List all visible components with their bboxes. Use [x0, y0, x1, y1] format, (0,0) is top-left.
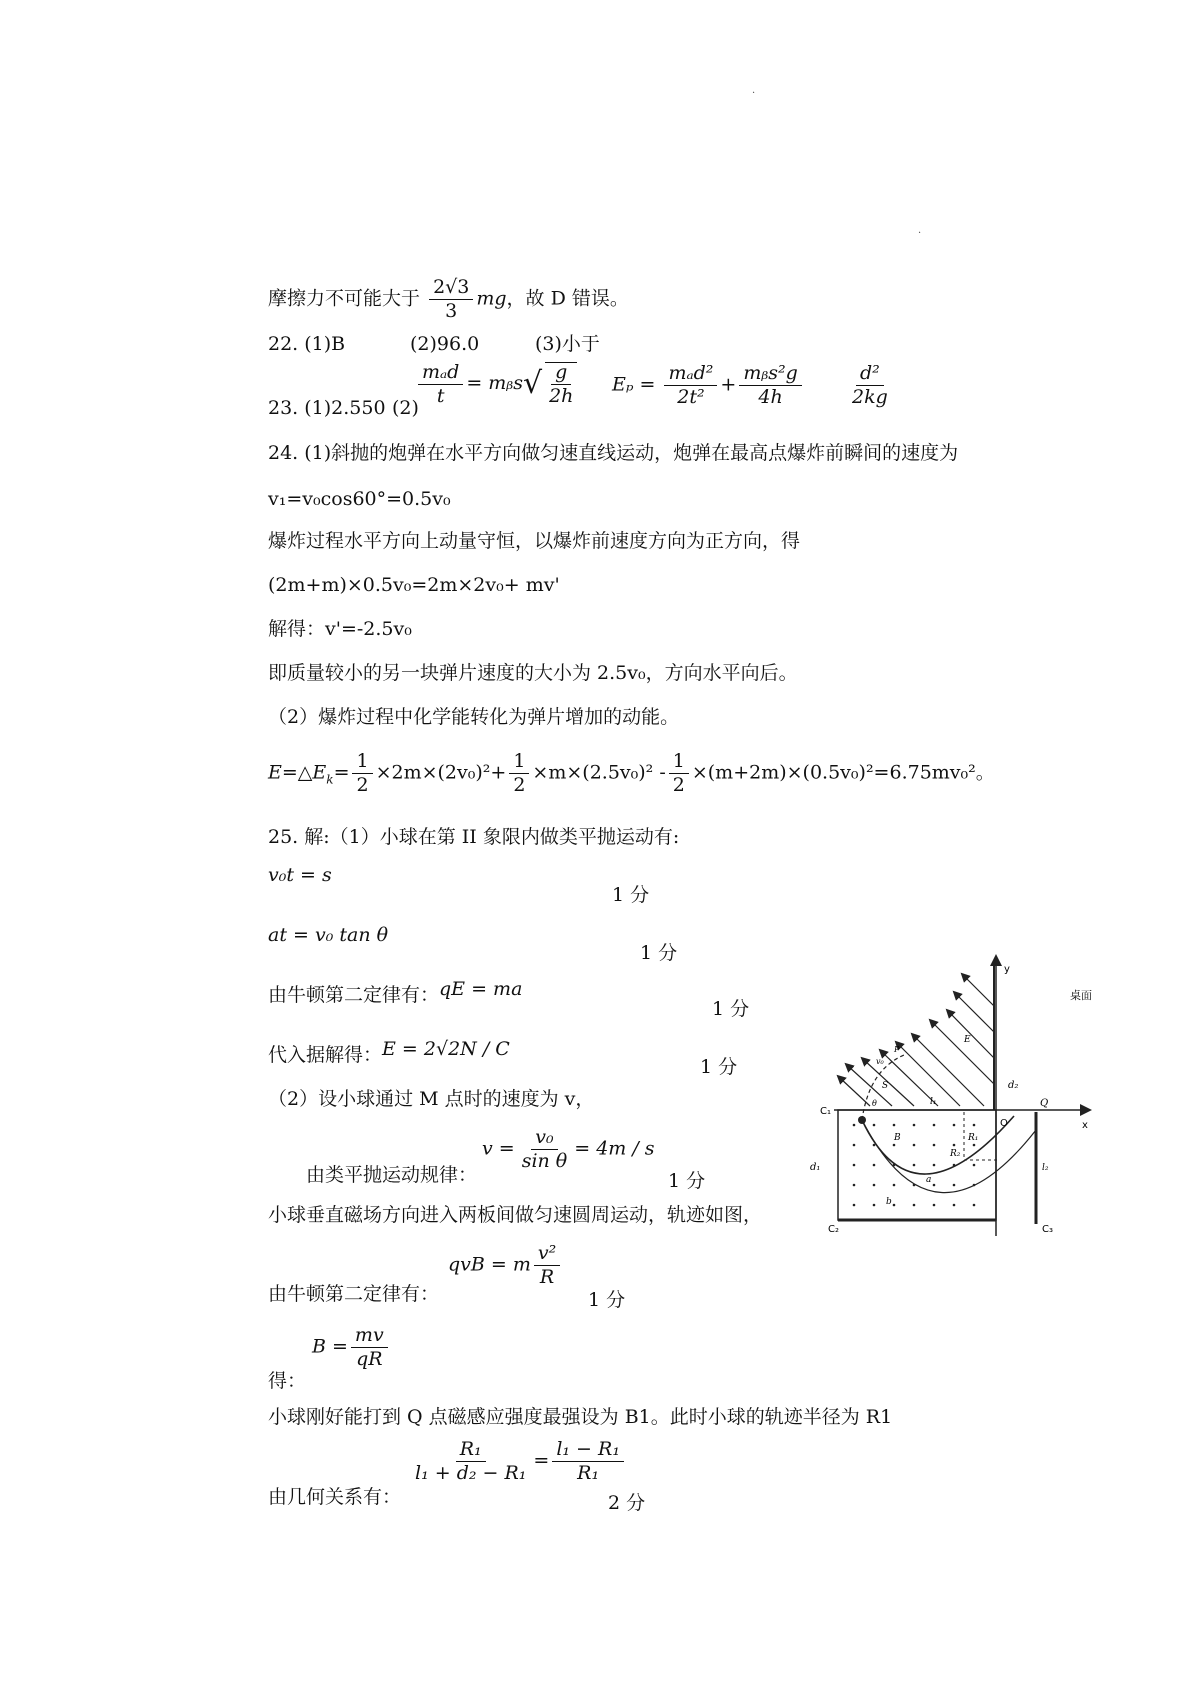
q25-line-3	[268, 978, 523, 1006]
q23-formula-2	[612, 364, 805, 407]
text: ，故 D 错误。	[506, 287, 629, 310]
denominator: 2h	[549, 385, 574, 407]
q22-a: 22. (1)B	[268, 333, 346, 355]
numerator: 2√3	[429, 278, 473, 300]
numerator: 1	[669, 752, 689, 774]
text: =	[333, 761, 350, 784]
q25-eq7	[448, 1244, 563, 1287]
label-theta: θ	[872, 1099, 877, 1108]
corner-label: 桌面	[1070, 989, 1092, 1002]
q22-c: (3)小于	[535, 333, 600, 355]
score: 1 分	[700, 1056, 738, 1078]
label-B: B	[894, 1133, 901, 1143]
denominator: 2	[356, 774, 369, 796]
label-C2: C₂	[828, 1224, 839, 1235]
label-E: E	[964, 1035, 971, 1045]
q23-formula-3	[845, 364, 895, 407]
denominator: t	[436, 384, 445, 407]
denominator: qR	[356, 1348, 383, 1370]
label-R1: R₁	[968, 1133, 979, 1143]
equation: qE = ma	[439, 978, 523, 1000]
text: ×(m+2m)×(0.5v₀)²=6.75mv₀²。	[691, 761, 995, 784]
text: = mᵦs	[466, 372, 523, 394]
q25-eq8	[312, 1326, 391, 1369]
text: 摩擦力不可能大于	[268, 287, 421, 310]
label-y: y	[1004, 964, 1010, 975]
q25-eq2: at = v₀ tan θ	[268, 924, 389, 946]
numerator: l₁ − R₁	[552, 1440, 624, 1462]
label-a: a	[926, 1175, 932, 1185]
numerator: g	[551, 363, 571, 385]
trajectory-b	[862, 1120, 1036, 1193]
score: 2 分	[608, 1492, 646, 1514]
numerator: 1	[352, 752, 372, 774]
score: 1 分	[668, 1170, 706, 1192]
text: mg	[476, 287, 507, 310]
q25-eq10	[408, 1440, 627, 1483]
label-b: b	[886, 1197, 892, 1207]
q24-energy-equation	[268, 752, 995, 795]
label-O: O	[1000, 1118, 1008, 1129]
score: 1 分	[640, 942, 678, 964]
denominator: 4h	[758, 386, 783, 408]
q24-line-1: 24. (1)斜抛的炮弹在水平方向做匀速直线运动，炮弹在最高点爆炸前瞬间的速度为	[268, 442, 959, 464]
text: ×2m×(2v₀)²+	[375, 761, 507, 784]
denominator: l₁ + d₂ − R₁	[415, 1462, 527, 1484]
label-Q: Q	[1040, 1098, 1049, 1109]
q25-line-6: 由类平抛运动规律：	[306, 1164, 478, 1186]
q25-line-11: 由几何关系有：	[268, 1486, 402, 1508]
label-l2: l₂	[1042, 1163, 1049, 1173]
q25-line-8: 由牛顿第二定律有：	[268, 1283, 440, 1305]
text: +	[720, 373, 737, 396]
label-d2: d₂	[1008, 1080, 1019, 1091]
q25-line-9: 得：	[268, 1370, 307, 1392]
numerator: mₐd²	[664, 364, 717, 386]
text: 由牛顿第二定律有：	[268, 984, 440, 1006]
q25-eq1: v₀t = s	[268, 864, 332, 886]
denominator: 2	[672, 774, 685, 796]
score: 1 分	[588, 1289, 626, 1311]
score: 1 分	[712, 998, 750, 1020]
text: E=△E	[268, 761, 327, 784]
text: Eₚ =	[612, 373, 656, 396]
friction-line	[268, 278, 629, 321]
q25-line-7: 小球垂直磁场方向进入两板间做匀速圆周运动，轨迹如图，	[268, 1204, 763, 1226]
label-R2: R₂	[950, 1149, 961, 1159]
stray-mark: ·	[918, 228, 922, 239]
numerator: d²	[856, 364, 884, 386]
stray-mark: ·	[752, 88, 756, 99]
label-x: x	[1082, 1120, 1088, 1131]
label-v0: v₀	[876, 1057, 884, 1066]
denominator: 3	[445, 300, 458, 322]
q24-line-6: 即质量较小的另一块弹片速度的大小为 2.5v₀，方向水平向后。	[268, 662, 798, 684]
label-P: P	[894, 1045, 900, 1054]
q24-line-3: 爆炸过程水平方向上动量守恒，以爆炸前速度方向为正方向，得	[268, 530, 801, 552]
label-l1: l₁	[930, 1097, 937, 1107]
score: 1 分	[612, 884, 650, 906]
denominator: 2kg	[852, 386, 888, 408]
q23-a: 23. (1)2.550	[268, 397, 386, 419]
magnetic-region	[838, 1110, 996, 1220]
q25-line-4	[268, 1038, 510, 1066]
text: =	[533, 1449, 550, 1472]
numerator: mᵦs²g	[739, 364, 801, 386]
text: k	[326, 772, 334, 787]
label-C1: C₁	[820, 1106, 831, 1117]
q24-line-5: 解得：v'=-2.5v₀	[268, 618, 412, 640]
label-S: S	[882, 1081, 889, 1091]
q25-eq5	[482, 1128, 655, 1171]
ball	[858, 1116, 866, 1124]
denominator: 2t²	[677, 386, 705, 408]
fraction	[429, 278, 473, 321]
numerator: v²	[534, 1244, 560, 1266]
q24-line-2: v₁=v₀cos60°=0.5v₀	[268, 488, 451, 510]
numerator: v₀	[531, 1128, 557, 1150]
q25-line-5: （2）设小球通过 M 点时的速度为 v，	[268, 1088, 595, 1110]
label-d1: d₁	[810, 1162, 821, 1173]
label-C3: C₃	[1042, 1224, 1053, 1235]
numerator: mv	[351, 1326, 388, 1348]
text: ×m×(2.5v₀)² -	[532, 761, 666, 784]
text: = 4m / s	[574, 1137, 655, 1160]
q24-line-4: (2m+m)×0.5v₀=2m×2v₀+ mv'	[268, 574, 560, 596]
trajectory-a	[862, 1116, 1014, 1174]
q23-b: (2)	[392, 397, 419, 419]
q25-line-1: 25. 解:（1）小球在第 II 象限内做类平抛运动有:	[268, 826, 680, 848]
text: B =	[312, 1335, 348, 1358]
q25-line-10: 小球刚好能打到 Q 点磁感应强度最强设为 B1。此时小球的轨迹半径为 R1	[268, 1406, 893, 1428]
numerator: mₐd	[418, 363, 463, 385]
denominator: R	[539, 1266, 555, 1288]
q22-b: (2)96.0	[410, 333, 480, 355]
numerator: R₁	[456, 1440, 486, 1462]
q23-formula-1: $\frac{\text{mₐd}}{t}$ = mᵦs√ $\frac{g}{2h}$	[415, 362, 580, 406]
equation: E = 2√2N / C	[382, 1038, 510, 1060]
denominator: sin θ	[521, 1150, 568, 1172]
numerator: 1	[509, 752, 529, 774]
denominator: R₁	[577, 1462, 600, 1484]
denominator: 2	[513, 774, 526, 796]
text: qvB = m	[448, 1253, 531, 1276]
text: v =	[482, 1137, 515, 1160]
q24-line-7: （2）爆炸过程中化学能转化为弹片增加的动能。	[268, 706, 680, 728]
text: 代入据解得：	[268, 1044, 383, 1066]
field-arrows	[840, 976, 994, 1106]
